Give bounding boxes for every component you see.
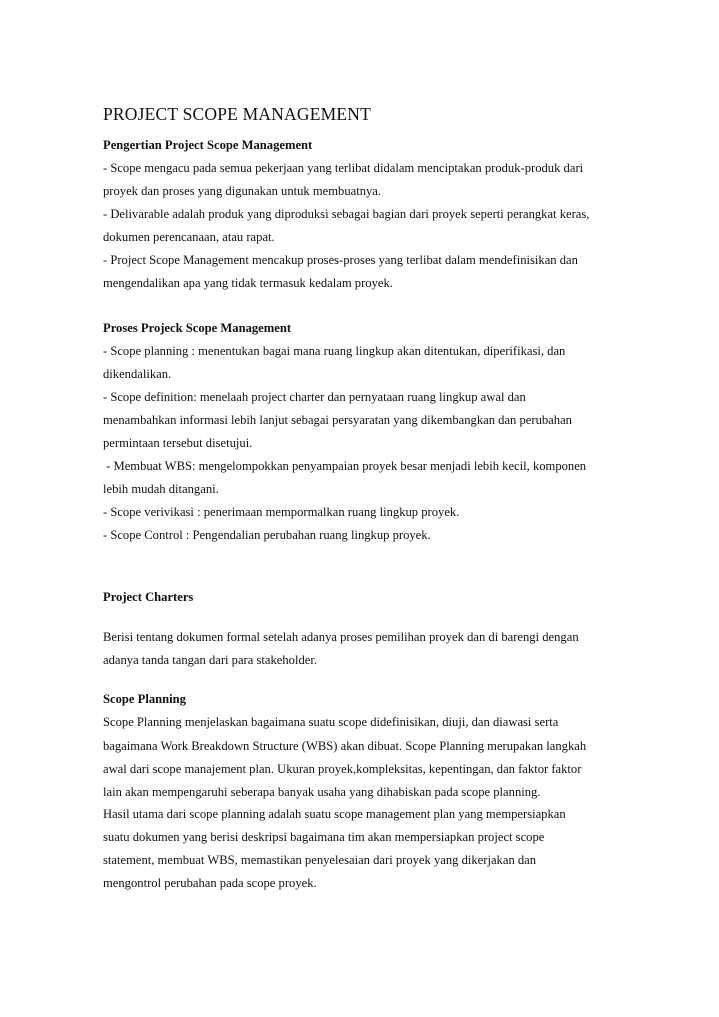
paragraph-line: Hasil utama dari scope planning adalah suatu scope management plan yang mempersiapkan xyxy=(103,807,566,821)
paragraph-line: Scope Planning menjelaskan bagaimana suatu scope didefinisikan, diuji, dan diawasi serta xyxy=(103,715,559,729)
paragraph-line: statement, membuat WBS, memastikan penyelesaian dari proyek yang dikerjakan dan xyxy=(103,853,537,867)
paragraph-line: dokumen perencanaan, atau rapat. xyxy=(103,230,275,244)
paragraph-line: - Scope mengacu pada semua pekerjaan yang terlibat didalam menciptakan produk-produk dari xyxy=(103,161,584,175)
paragraph-line: - Scope definition: menelaah project charter dan pernyataan ruang lingkup awal dan xyxy=(103,390,526,404)
paragraph-line: - Scope Control : Pengendalian perubahan ruang lingkup proyek. xyxy=(103,528,431,542)
paragraph-line: suatu dokumen yang berisi deskripsi bagaimana tim akan mempersiapkan project scope xyxy=(103,830,545,844)
paragraph-line: dikendalikan. xyxy=(103,367,172,381)
paragraph-line: adanya tanda tangan dari para stakeholder. xyxy=(103,653,317,667)
paragraph-line: permintaan tersebut disetujui. xyxy=(103,436,253,450)
paragraph-line: - Scope verivikasi : penerimaan mempormalkan ruang lingkup proyek. xyxy=(103,505,460,519)
section-heading: Project Charters xyxy=(103,590,194,604)
page-title: PROJECT SCOPE MANAGEMENT xyxy=(103,104,371,124)
paragraph-line: - Project Scope Management mencakup proses-proses yang terlibat dalam mendefinisikan dan xyxy=(103,253,578,267)
paragraph-line: mengendalikan apa yang tidak termasuk kedalam proyek. xyxy=(103,276,393,290)
paragraph-line: - Membuat WBS: mengelompokkan penyampaian proyek besar menjadi lebih kecil, komponen xyxy=(103,459,587,473)
paragraph-line: lebih mudah ditangani. xyxy=(103,482,219,496)
paragraph-line: Berisi tentang dokumen formal setelah adanya proses pemilihan proyek dan di barengi dengan xyxy=(103,630,579,644)
paragraph-line: - Delivarable adalah produk yang diproduksi sebagai bagian dari proyek seperti perangkat keras, xyxy=(103,207,590,221)
paragraph-line: proyek dan proses yang digunakan untuk membuatnya. xyxy=(103,184,382,198)
paragraph-line: awal dari scope manajement plan. Ukuran proyek,kompleksitas, kepentingan, dan faktor faktor xyxy=(103,762,582,776)
section-heading: Pengertian Project Scope Management xyxy=(103,138,313,152)
section-heading: Scope Planning xyxy=(103,692,186,706)
paragraph-line: mengontrol perubahan pada scope proyek. xyxy=(103,876,317,890)
section-heading: Proses Projeck Scope Management xyxy=(103,321,292,335)
paragraph-line: bagaimana Work Breakdown Structure (WBS) akan dibuat. Scope Planning merupakan langkah xyxy=(103,739,587,753)
paragraph-line: menambahkan informasi lebih lanjut sebagai persyaratan yang dikembangkan dan perubahan xyxy=(103,413,572,427)
paragraph-line: - Scope planning : menentukan bagai mana ruang lingkup akan ditentukan, diperifikasi, dan xyxy=(103,344,566,358)
paragraph-line: lain akan mempengaruhi seberapa banyak usaha yang dihabiskan pada scope planning. xyxy=(103,785,541,799)
